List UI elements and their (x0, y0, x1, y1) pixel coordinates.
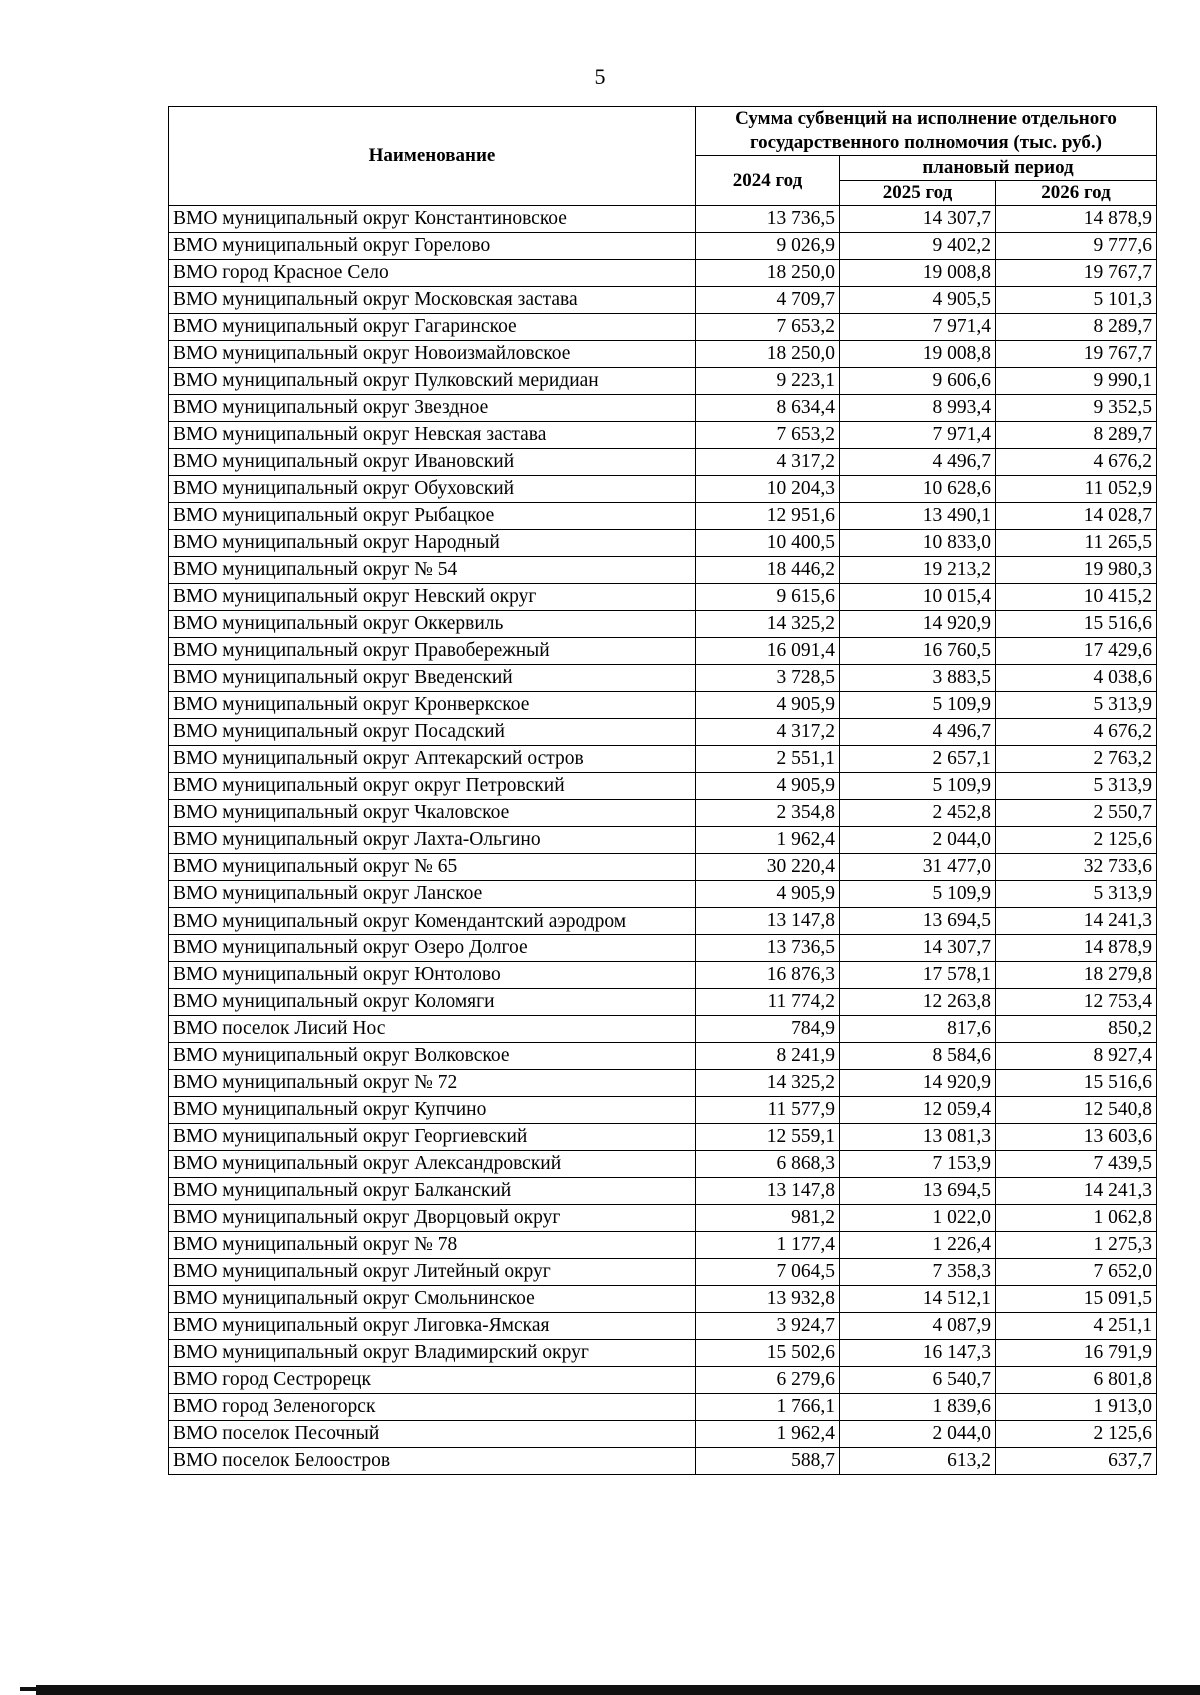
row-name: ВМО муниципальный округ Звездное (169, 395, 696, 422)
row-value-2026: 19 980,3 (996, 557, 1157, 584)
row-value-2024: 1 962,4 (696, 827, 840, 854)
row-name: ВМО муниципальный округ Коломяги (169, 989, 696, 1016)
row-value-2025: 4 905,5 (840, 287, 996, 314)
row-value-2026: 4 251,1 (996, 1313, 1157, 1340)
row-value-2026: 1 275,3 (996, 1232, 1157, 1259)
scan-edge-bar (36, 1685, 1200, 1695)
row-value-2024: 981,2 (696, 1205, 840, 1232)
row-name: ВМО муниципальный округ Народный (169, 530, 696, 557)
row-value-2024: 30 220,4 (696, 854, 840, 881)
row-value-2024: 15 502,6 (696, 1340, 840, 1367)
row-value-2026: 7 652,0 (996, 1259, 1157, 1286)
row-value-2026: 17 429,6 (996, 638, 1157, 665)
row-value-2025: 4 087,9 (840, 1313, 996, 1340)
row-value-2026: 9 777,6 (996, 233, 1157, 260)
table-row (169, 962, 1157, 989)
row-value-2024: 18 250,0 (696, 341, 840, 368)
row-value-2024: 6 279,6 (696, 1367, 840, 1394)
table-row (169, 1421, 1157, 1448)
row-name: ВМО муниципальный округ Лиговка-Ямская (169, 1313, 696, 1340)
table-row (169, 449, 1157, 476)
row-value-2025: 2 452,8 (840, 800, 996, 827)
row-name: ВМО муниципальный округ Волковское (169, 1043, 696, 1070)
header-planned-period: плановый период (840, 156, 1157, 181)
row-name: ВМО муниципальный округ Литейный округ (169, 1259, 696, 1286)
row-value-2024: 7 653,2 (696, 314, 840, 341)
row-value-2024: 1 766,1 (696, 1394, 840, 1421)
row-value-2025: 17 578,1 (840, 962, 996, 989)
row-value-2026: 5 313,9 (996, 881, 1157, 908)
row-value-2026: 4 676,2 (996, 719, 1157, 746)
row-value-2024: 14 325,2 (696, 1070, 840, 1097)
table-row (169, 908, 1157, 935)
row-name: ВМО муниципальный округ Дворцовый округ (169, 1205, 696, 1232)
row-value-2024: 13 147,8 (696, 1178, 840, 1205)
table-row (169, 1367, 1157, 1394)
row-name: ВМО муниципальный округ Георгиевский (169, 1124, 696, 1151)
row-name: ВМО муниципальный округ Аптекарский остров (169, 746, 696, 773)
row-value-2025: 14 307,7 (840, 935, 996, 962)
row-name: ВМО муниципальный округ округ Петровский (169, 773, 696, 800)
row-name: ВМО муниципальный округ Смольнинское (169, 1286, 696, 1313)
table-row (169, 368, 1157, 395)
row-value-2025: 7 971,4 (840, 314, 996, 341)
row-value-2026: 6 801,8 (996, 1367, 1157, 1394)
row-name: ВМО муниципальный округ Александровский (169, 1151, 696, 1178)
table-row (169, 1043, 1157, 1070)
row-name: ВМО муниципальный округ Посадский (169, 719, 696, 746)
row-value-2026: 5 313,9 (996, 692, 1157, 719)
row-value-2024: 10 400,5 (696, 530, 840, 557)
row-value-2024: 14 325,2 (696, 611, 840, 638)
row-value-2025: 1 226,4 (840, 1232, 996, 1259)
row-value-2024: 2 551,1 (696, 746, 840, 773)
header-sum-title: Сумма субвенций на исполнение отдельного государственного полномочия (тыс. руб.) (696, 107, 1157, 156)
row-value-2026: 14 028,7 (996, 503, 1157, 530)
row-value-2024: 12 559,1 (696, 1124, 840, 1151)
row-value-2026: 15 516,6 (996, 1070, 1157, 1097)
row-value-2024: 4 905,9 (696, 692, 840, 719)
row-value-2026: 637,7 (996, 1448, 1157, 1475)
row-name: ВМО муниципальный округ Ивановский (169, 449, 696, 476)
row-name: ВМО муниципальный округ Гагаринское (169, 314, 696, 341)
row-value-2025: 10 628,6 (840, 476, 996, 503)
table-row (169, 260, 1157, 287)
page-number: 5 (594, 64, 606, 89)
table-row (169, 503, 1157, 530)
table-row (169, 800, 1157, 827)
row-value-2025: 10 833,0 (840, 530, 996, 557)
subventions-table (168, 106, 1157, 1475)
row-value-2024: 4 317,2 (696, 449, 840, 476)
row-value-2024: 12 951,6 (696, 503, 840, 530)
table-row (169, 233, 1157, 260)
row-value-2025: 817,6 (840, 1016, 996, 1043)
table-row (169, 989, 1157, 1016)
row-name: ВМО муниципальный округ Невская застава (169, 422, 696, 449)
table-row (169, 1205, 1157, 1232)
row-name: ВМО муниципальный округ Ланское (169, 881, 696, 908)
table-row (169, 746, 1157, 773)
header-name: Наименование (169, 107, 696, 206)
row-name: ВМО город Красное Село (169, 260, 696, 287)
row-value-2024: 13 736,5 (696, 935, 840, 962)
row-name: ВМО поселок Песочный (169, 1421, 696, 1448)
row-value-2025: 12 059,4 (840, 1097, 996, 1124)
header-year-2026: 2026 год (996, 181, 1157, 206)
row-name: ВМО муниципальный округ Озеро Долгое (169, 935, 696, 962)
row-value-2025: 8 993,4 (840, 395, 996, 422)
row-value-2025: 1 022,0 (840, 1205, 996, 1232)
table-row (169, 206, 1157, 233)
row-value-2024: 10 204,3 (696, 476, 840, 503)
row-value-2024: 7 064,5 (696, 1259, 840, 1286)
row-value-2025: 31 477,0 (840, 854, 996, 881)
header-year-2024: 2024 год (696, 156, 840, 206)
row-value-2026: 14 241,3 (996, 908, 1157, 935)
row-value-2024: 4 905,9 (696, 881, 840, 908)
table-row (169, 773, 1157, 800)
table-row (169, 341, 1157, 368)
row-value-2025: 12 263,8 (840, 989, 996, 1016)
table-row (169, 314, 1157, 341)
scan-edge-bar-tip (20, 1687, 60, 1691)
row-value-2025: 7 971,4 (840, 422, 996, 449)
row-value-2025: 5 109,9 (840, 881, 996, 908)
table-row (169, 422, 1157, 449)
row-value-2026: 5 313,9 (996, 773, 1157, 800)
row-value-2026: 32 733,6 (996, 854, 1157, 881)
row-name: ВМО муниципальный округ Комендантский аэродром (169, 908, 696, 935)
table-row (169, 854, 1157, 881)
row-value-2025: 10 015,4 (840, 584, 996, 611)
row-value-2026: 2 125,6 (996, 827, 1157, 854)
table-row (169, 1340, 1157, 1367)
row-name: ВМО муниципальный округ Оккервиль (169, 611, 696, 638)
row-value-2024: 4 905,9 (696, 773, 840, 800)
row-name: ВМО муниципальный округ Купчино (169, 1097, 696, 1124)
table-row (169, 1259, 1157, 1286)
row-value-2024: 8 241,9 (696, 1043, 840, 1070)
table-row (169, 1286, 1157, 1313)
row-value-2026: 11 265,5 (996, 530, 1157, 557)
row-name: ВМО город Зеленогорск (169, 1394, 696, 1421)
row-value-2025: 5 109,9 (840, 692, 996, 719)
row-value-2025: 9 606,6 (840, 368, 996, 395)
row-name: ВМО поселок Лисий Нос (169, 1016, 696, 1043)
row-value-2026: 1 062,8 (996, 1205, 1157, 1232)
table-row (169, 395, 1157, 422)
table-row (169, 1016, 1157, 1043)
table-row (169, 584, 1157, 611)
row-value-2025: 1 839,6 (840, 1394, 996, 1421)
row-value-2025: 8 584,6 (840, 1043, 996, 1070)
row-value-2025: 4 496,7 (840, 719, 996, 746)
row-value-2025: 4 496,7 (840, 449, 996, 476)
row-value-2025: 6 540,7 (840, 1367, 996, 1394)
row-name: ВМО муниципальный округ Введенский (169, 665, 696, 692)
row-value-2025: 2 044,0 (840, 827, 996, 854)
row-value-2024: 3 924,7 (696, 1313, 840, 1340)
row-value-2024: 4 709,7 (696, 287, 840, 314)
row-value-2026: 16 791,9 (996, 1340, 1157, 1367)
table-row (169, 1448, 1157, 1475)
row-name: ВМО муниципальный округ Балканский (169, 1178, 696, 1205)
row-name: ВМО муниципальный округ Юнтолово (169, 962, 696, 989)
row-value-2025: 19 213,2 (840, 557, 996, 584)
row-name: ВМО муниципальный округ Чкаловское (169, 800, 696, 827)
row-value-2024: 18 446,2 (696, 557, 840, 584)
row-value-2026: 10 415,2 (996, 584, 1157, 611)
row-name: ВМО муниципальный округ Правобережный (169, 638, 696, 665)
table-row (169, 1124, 1157, 1151)
row-value-2025: 14 920,9 (840, 611, 996, 638)
row-value-2024: 9 026,9 (696, 233, 840, 260)
row-value-2026: 19 767,7 (996, 260, 1157, 287)
row-value-2026: 14 878,9 (996, 935, 1157, 962)
row-value-2025: 16 760,5 (840, 638, 996, 665)
row-value-2025: 7 358,3 (840, 1259, 996, 1286)
table-row (169, 692, 1157, 719)
row-value-2026: 8 289,7 (996, 314, 1157, 341)
row-value-2025: 7 153,9 (840, 1151, 996, 1178)
row-value-2024: 16 091,4 (696, 638, 840, 665)
row-name: ВМО муниципальный округ Московская застава (169, 287, 696, 314)
row-value-2026: 11 052,9 (996, 476, 1157, 503)
table-row (169, 1097, 1157, 1124)
row-value-2026: 850,2 (996, 1016, 1157, 1043)
row-value-2025: 9 402,2 (840, 233, 996, 260)
row-value-2025: 14 512,1 (840, 1286, 996, 1313)
row-value-2026: 15 516,6 (996, 611, 1157, 638)
row-value-2025: 14 920,9 (840, 1070, 996, 1097)
table-row (169, 719, 1157, 746)
row-value-2024: 13 147,8 (696, 908, 840, 935)
row-value-2026: 14 878,9 (996, 206, 1157, 233)
row-value-2025: 5 109,9 (840, 773, 996, 800)
row-value-2026: 8 289,7 (996, 422, 1157, 449)
row-value-2026: 7 439,5 (996, 1151, 1157, 1178)
table-row (169, 1313, 1157, 1340)
row-name: ВМО муниципальный округ Лахта-Ольгино (169, 827, 696, 854)
row-value-2024: 1 177,4 (696, 1232, 840, 1259)
row-value-2024: 784,9 (696, 1016, 840, 1043)
row-value-2025: 13 694,5 (840, 908, 996, 935)
row-value-2026: 2 125,6 (996, 1421, 1157, 1448)
row-value-2026: 2 550,7 (996, 800, 1157, 827)
row-value-2024: 1 962,4 (696, 1421, 840, 1448)
row-value-2026: 12 753,4 (996, 989, 1157, 1016)
row-name: ВМО муниципальный округ № 54 (169, 557, 696, 584)
row-value-2024: 9 223,1 (696, 368, 840, 395)
row-value-2024: 8 634,4 (696, 395, 840, 422)
table-row (169, 1151, 1157, 1178)
row-name: ВМО муниципальный округ Владимирский округ (169, 1340, 696, 1367)
row-value-2026: 1 913,0 (996, 1394, 1157, 1421)
table-row (169, 935, 1157, 962)
row-value-2026: 18 279,8 (996, 962, 1157, 989)
row-value-2026: 9 352,5 (996, 395, 1157, 422)
row-value-2026: 8 927,4 (996, 1043, 1157, 1070)
table-row (169, 1394, 1157, 1421)
row-value-2026: 15 091,5 (996, 1286, 1157, 1313)
row-value-2026: 12 540,8 (996, 1097, 1157, 1124)
row-value-2024: 4 317,2 (696, 719, 840, 746)
table-row (169, 881, 1157, 908)
row-name: ВМО муниципальный округ Пулковский меридиан (169, 368, 696, 395)
row-name: ВМО город Сестрорецк (169, 1367, 696, 1394)
row-value-2024: 11 774,2 (696, 989, 840, 1016)
row-value-2024: 588,7 (696, 1448, 840, 1475)
row-name: ВМО муниципальный округ Новоизмайловское (169, 341, 696, 368)
row-value-2025: 2 044,0 (840, 1421, 996, 1448)
row-value-2026: 13 603,6 (996, 1124, 1157, 1151)
row-value-2025: 13 081,3 (840, 1124, 996, 1151)
table-row (169, 287, 1157, 314)
row-value-2024: 13 932,8 (696, 1286, 840, 1313)
row-name: ВМО поселок Белоостров (169, 1448, 696, 1475)
row-value-2026: 19 767,7 (996, 341, 1157, 368)
table-row (169, 1070, 1157, 1097)
row-value-2025: 2 657,1 (840, 746, 996, 773)
header-year-2025: 2025 год (840, 181, 996, 206)
row-value-2025: 19 008,8 (840, 341, 996, 368)
row-name: ВМО муниципальный округ Невский округ (169, 584, 696, 611)
row-name: ВМО муниципальный округ Константиновское (169, 206, 696, 233)
row-value-2026: 5 101,3 (996, 287, 1157, 314)
row-name: ВМО муниципальный округ Рыбацкое (169, 503, 696, 530)
table-row (169, 638, 1157, 665)
table-row (169, 530, 1157, 557)
row-value-2026: 14 241,3 (996, 1178, 1157, 1205)
row-value-2024: 2 354,8 (696, 800, 840, 827)
row-value-2025: 13 490,1 (840, 503, 996, 530)
row-value-2025: 16 147,3 (840, 1340, 996, 1367)
row-value-2026: 2 763,2 (996, 746, 1157, 773)
row-value-2024: 3 728,5 (696, 665, 840, 692)
table-row (169, 611, 1157, 638)
table-row (169, 827, 1157, 854)
table-body (169, 206, 1157, 1475)
row-value-2025: 19 008,8 (840, 260, 996, 287)
row-value-2025: 613,2 (840, 1448, 996, 1475)
row-name: ВМО муниципальный округ № 78 (169, 1232, 696, 1259)
row-name: ВМО муниципальный округ № 65 (169, 854, 696, 881)
row-value-2025: 13 694,5 (840, 1178, 996, 1205)
table-row (169, 1232, 1157, 1259)
row-name: ВМО муниципальный округ № 72 (169, 1070, 696, 1097)
row-value-2026: 4 038,6 (996, 665, 1157, 692)
row-value-2024: 18 250,0 (696, 260, 840, 287)
table-row (169, 665, 1157, 692)
row-name: ВМО муниципальный округ Обуховский (169, 476, 696, 503)
row-value-2026: 9 990,1 (996, 368, 1157, 395)
row-value-2026: 4 676,2 (996, 449, 1157, 476)
row-value-2024: 16 876,3 (696, 962, 840, 989)
table-row (169, 1178, 1157, 1205)
row-name: ВМО муниципальный округ Кронверкское (169, 692, 696, 719)
table-row (169, 476, 1157, 503)
row-value-2025: 14 307,7 (840, 206, 996, 233)
row-value-2024: 13 736,5 (696, 206, 840, 233)
row-value-2025: 3 883,5 (840, 665, 996, 692)
table-row (169, 557, 1157, 584)
table-header (169, 107, 1157, 206)
row-value-2024: 6 868,3 (696, 1151, 840, 1178)
row-value-2024: 7 653,2 (696, 422, 840, 449)
row-name: ВМО муниципальный округ Горелово (169, 233, 696, 260)
row-value-2024: 9 615,6 (696, 584, 840, 611)
row-value-2024: 11 577,9 (696, 1097, 840, 1124)
